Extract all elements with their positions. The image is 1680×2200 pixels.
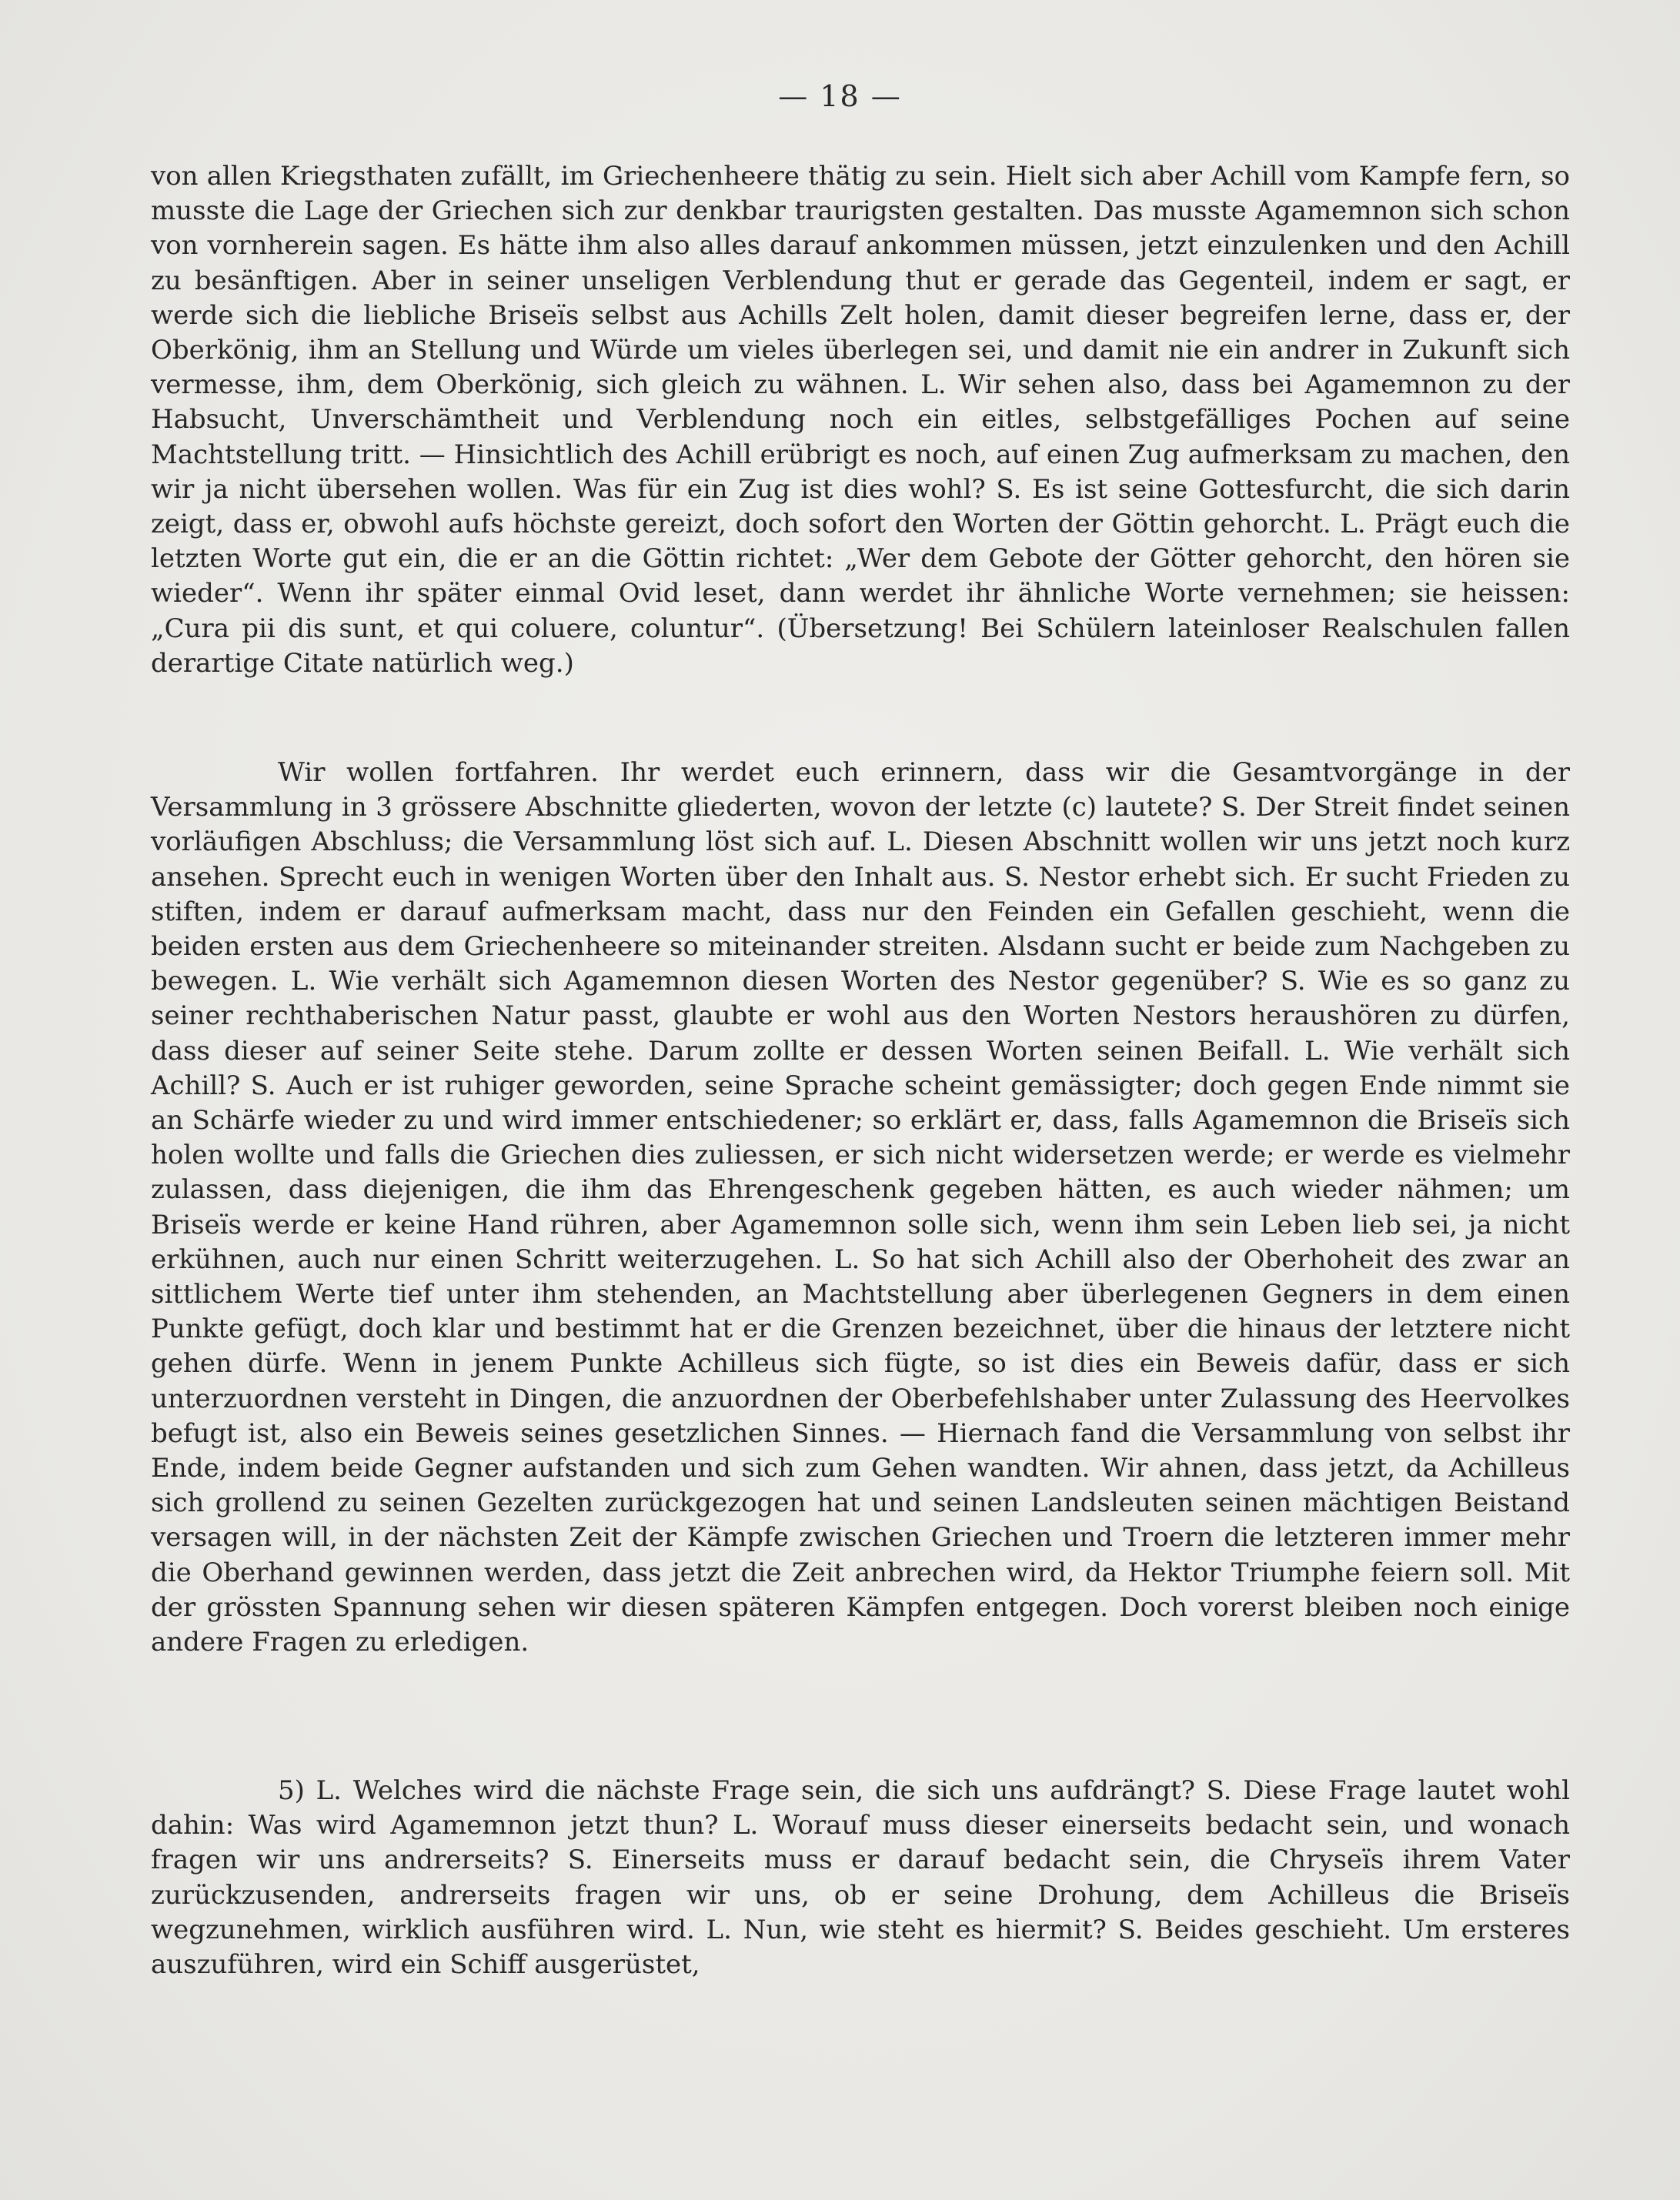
paragraph-question-five [151, 1774, 1570, 1982]
paragraph-continuation [151, 159, 1570, 681]
paragraph-text: 5) L. Welches wird die nächste Frage sein, die sich uns aufdrängt? S. Diese Frage lautet wohl dahin: Was wird Agamemnon jetzt thun? L. Worauf muss dieser einerseits bedacht sein, und wonach fragen wir uns andrerseits? S. Einerseits muss er darauf bedacht sein, die Chryseïs ihrem Vater zurückzusenden, andrerseits fragen wir uns, ob er seine Drohung, dem Achilleus die Briseïs wegzunehmen, wirklich ausführen wird. L. Nun, wie steht es hiermit? S. Beides geschieht. Um ersteres auszuführen, wird ein Schiff ausgerüstet, [151, 1775, 1570, 1981]
page-number: — 18 — [778, 79, 902, 113]
paragraph-text: von allen Kriegsthaten zufällt, im Griechenheere thätig zu sein. Hielt sich aber Achill vom Kampfe fern, so musste die Lage der Griechen sich zur denkbar traurigsten gestalten. Das musste Agamemnon sich schon von vornherein sagen. Es hätte ihm also alles darauf ankommen müssen, jetzt einzulenken und den Achill zu besänftigen. Aber in seiner unseligen Verblendung thut er gerade das Gegenteil, indem er sagt, er werde sich die liebliche Briseïs selbst aus Achills Zelt holen, damit dieser begreifen lerne, dass er, der Oberkönig, ihm an Stellung und Würde um vieles überlegen sei, und damit nie ein andrer in Zukunft sich vermesse, ihm, dem Oberkönig, sich gleich zu wähnen. L. Wir sehen also, dass bei Agamemnon zu der Habsucht, Unverschämtheit und Verblendung noch ein eitles, selbstgefälliges Pochen auf seine Machtstellung tritt. — Hinsichtlich des Achill erübrigt es noch, auf einen Zug aufmerksam zu machen, den wir ja nicht übersehen wollen. Was für ein Zug ist dies wohl? S. Es ist seine Gottesfurcht, die sich darin zeigt, dass er, obwohl aufs höchste gereizt, doch sofort den Worten der Göttin gehorcht. L. Prägt euch die letzten Worte gut ein, die er an die Göttin richtet: „Wer dem Gebote der Götter gehorcht, den hören sie wieder“. Wenn ihr später einmal Ovid leset, dann werdet ihr ähnliche Worte vernehmen; sie heissen: „Cura pii dis sunt, et qui coluere, coluntur“. (Übersetzung! Bei Schülern lateinloser Realschulen fallen derartige Citate natürlich weg.) [151, 161, 1570, 679]
paragraph-assembly-discussion [151, 756, 1570, 1660]
paragraph-text: Wir wollen fortfahren. Ihr werdet euch erinnern, dass wir die Gesamtvorgänge in der Versammlung in 3 grössere Abschnitte gliederten, wovon der letzte (c) lautete? S. Der Streit findet seinen vorläufigen Abschluss; die Versammlung löst sich auf. L. Diesen Abschnitt wollen wir uns jetzt noch kurz ansehen. Sprecht euch in wenigen Worten über den Inhalt aus. S. Nestor erhebt sich. Er sucht Frieden zu stiften, indem er darauf aufmerksam macht, dass nur den Feinden ein Gefallen geschieht, wenn die beiden ersten aus dem Griechenheere so miteinander streiten. Alsdann sucht er beide zum Nachgeben zu bewegen. L. Wie verhält sich Agamemnon diesen Worten des Nestor gegenüber? S. Wie es so ganz zu seiner rechthaberischen Natur passt, glaubte er wohl aus den Worten Nestors heraushören zu dürfen, dass dieser auf seiner Seite stehe. Darum zollte er dessen Worten seinen Beifall. L. Wie verhält sich Achill? S. Auch er ist ruhiger geworden, seine Sprache scheint gemässigter; doch gegen Ende nimmt sie an Schärfe wieder zu und wird immer entschiedener; so erklärt er, dass, falls Agamemnon die Briseïs sich holen wollte und falls die Griechen dies zuliessen, er sich nicht widersetzen werde; er werde es vielmehr zulassen, dass diejenigen, die ihm das Ehrengeschenk gegeben hätten, es auch wieder nähmen; um Briseïs werde er keine Hand rühren, aber Agamemnon solle sich, wenn ihm sein Leben lieb sei, ja nicht erkühnen, auch nur einen Schritt weiterzugehen. L. So hat sich Achill also der Oberhoheit des zwar an sittlichem Werte tief unter ihm stehenden, an Machtstellung aber überlegenen Gegners in dem einen Punkte gefügt, doch klar und bestimmt hat er die Grenzen bezeichnet, über die hinaus der letztere nicht gehen dürfe. Wenn in jenem Punkte Achilleus sich fügte, so ist dies ein Beweis dafür, dass er sich unterzuordnen versteht in Dingen, die anzuordnen der Oberbefehlshaber unter Zulassung des Heervolkes befugt ist, also ein Beweis seines gesetzlichen Sinnes. — Hiernach fand die Versammlung von selbst ihr Ende, indem beide Gegner aufstanden und sich zum Gehen wandten. Wir ahnen, dass jetzt, da Achilleus sich grollend zu seinen Gezelten zurückgezogen hat und seinen Landsleuten seinen mächtigen Beistand versagen will, in der nächsten Zeit der Kämpfe zwischen Griechen und Troern die letzteren immer mehr die Oberhand gewinnen werden, dass jetzt die Zeit anbrechen wird, da Hektor Triumphe feiern soll. Mit der grössten Spannung sehen wir diesen späteren Kämpfen entgegen. Doch vorerst bleiben noch einige andere Fragen zu erledigen. [151, 757, 1570, 1658]
